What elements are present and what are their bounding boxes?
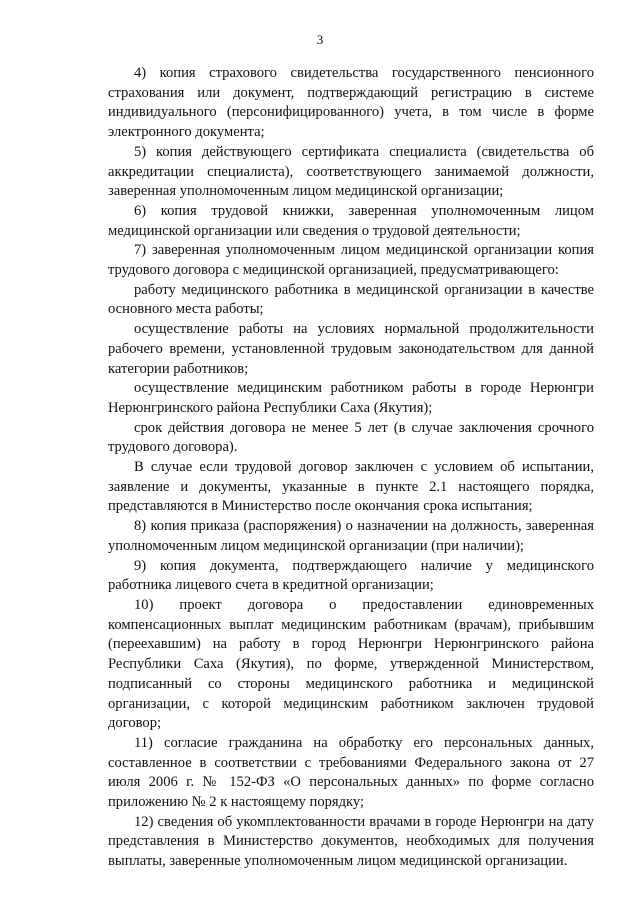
- paragraph-subitem: осуществление медицинским работником работы в городе Нерюнгри Нерюнгринского района Республики Саха (Якутия);: [108, 380, 594, 416]
- paragraph-item-11: 11) согласие гражданина на обработку его персональных данных, составленное в соответствии с требованиями Федерального закона от 27 июля 2006 г. № 152-ФЗ «О персональных данных» по форме согласно приложению № 2 к настоящему порядку;: [108, 734, 594, 811]
- paragraph-item-9: 9) копия документа, подтверждающего наличие у медицинского работника лицевого счета в кредитной организации;: [108, 557, 594, 594]
- paragraph-item-7: 7) заверенная уполномоченным лицом медицинской организации копия трудового договора с медицинской организацией, предусматривающего:: [108, 242, 594, 279]
- paragraph-item-5: 5) копия действующего сертификата специалиста (свидетельства об аккредитации специалиста), соответствующего занимаемой должности, заверенная уполномоченным лицом медицинской организации;: [108, 143, 594, 200]
- paragraph-probation-note: В случае если трудовой договор заключен с условием об испытании, заявление и документы, указанные в пункте 2.1 настоящего порядка, представляются в Министерство после окончания срока испытания;: [108, 459, 594, 515]
- paragraph-item-4: 4) копия страхового свидетельства государственного пенсионного страхования или документ, подтверждающий регистрацию в системе индивидуального (персонифицированного) учета, в том числе в форме электронного документа;: [108, 65, 594, 141]
- document-body: [108, 64, 594, 872]
- paragraph-item-10: 10) проект договора о предоставлении единовременных компенсационных выплат медицинским работникам (врачам), прибывшим (переехавшим) на работу в город Нерюнгри Нерюнгринского района Республики Саха (Якутия), по форме, утвержденной Министерством, подписанный со стороны медицинского работника и медицинской организации, с которой медицинским работником заключен трудовой договор;: [108, 596, 594, 732]
- paragraph-item-12: 12) сведения об укомплектованности врачами в городе Нерюнгри на дату представления в Министерство документов, необходимых для получения выплаты, заверенные уполномоченным лицом медицинской организации.: [108, 813, 594, 870]
- page-number: 3: [316, 32, 324, 47]
- paragraph-subitem: работу медицинского работника в медицинской организации в качестве основного места работы;: [108, 281, 594, 318]
- paragraph-subitem: срок действия договора не менее 5 лет (в случае заключения срочного трудового договора).: [108, 419, 594, 456]
- paragraph-item-6: 6) копия трудовой книжки, заверенная уполномоченным лицом медицинской организации или сведения о трудовой деятельности;: [108, 202, 594, 239]
- paragraph-subitem: осуществление работы на условиях нормальной продолжительности рабочего времени, установленной трудовым законодательством для данной категории работников;: [108, 321, 594, 377]
- paragraph-item-8: 8) копия приказа (распоряжения) о назначении на должность, заверенная уполномоченным лицом медицинской организации (при наличии);: [108, 518, 594, 554]
